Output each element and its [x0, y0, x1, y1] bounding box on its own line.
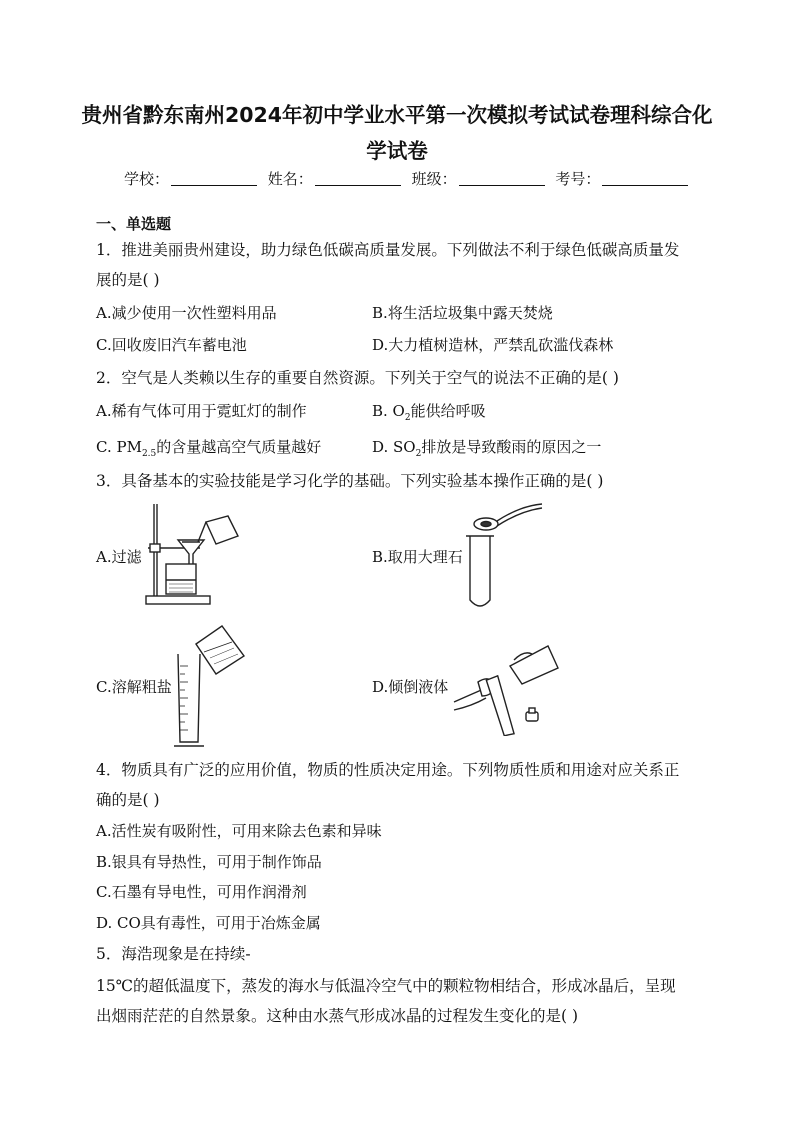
number-blank[interactable] [602, 171, 688, 186]
q3-option-a[interactable]: A.过滤 [96, 548, 142, 566]
q2-option-d[interactable] [372, 436, 601, 459]
school-label: 学校： [124, 170, 170, 188]
q2-b-pre: B. O [372, 402, 405, 420]
q4-option-b[interactable]: B.银具有导热性，可用于制作饰品 [96, 853, 322, 871]
name-field [268, 168, 401, 189]
class-blank[interactable] [459, 171, 545, 186]
q3-option-d[interactable]: D.倾倒液体 [372, 678, 449, 696]
q3-stem: 3．具备基本的实验技能是学习化学的基础。下列实验基本操作正确的是( ) [96, 472, 604, 490]
test-tube-spoon-icon [462, 500, 544, 612]
q2-c-post: 的含量越高空气质量越好 [156, 438, 322, 456]
number-label: 考号： [555, 170, 601, 188]
q2-b-post: 能供给呼吸 [410, 402, 486, 420]
pouring-liquid-icon [452, 636, 562, 736]
q1-option-d[interactable]: D.大力植树造林，严禁乱砍滥伐森林 [372, 336, 614, 354]
q2-b-sub: 2 [404, 413, 411, 423]
q4-stem-line1: 4．物质具有广泛的应用价值，物质的性质决定用途。下列物质性质和用途对应关系正 [96, 761, 680, 779]
q1-option-c[interactable]: C.回收废旧汽车蓄电池 [96, 336, 247, 354]
exam-title-line2: 学试卷 [366, 139, 428, 163]
q5-stem-line1: 5．海浩现象是在持续- [96, 945, 251, 963]
q2-option-b[interactable] [372, 400, 486, 423]
q4-option-d[interactable]: D. CO具有毒性，可用于冶炼金属 [96, 914, 321, 932]
q5-stem-line3: 出烟雨茫茫的自然景象。这种由水蒸气形成冰晶的过程发生变化的是( ) [96, 1007, 579, 1025]
q2-option-c[interactable] [96, 436, 321, 459]
section-heading: 一、单选题 [96, 215, 172, 233]
q1-stem-line1: 1．推进美丽贵州建设，助力绿色低碳高质量发展。下列做法不利于绿色低碳高质量发 [96, 241, 680, 259]
q2-c-pre: C. PM [96, 438, 142, 456]
q1-option-a[interactable]: A.减少使用一次性塑料用品 [96, 304, 277, 322]
q4-option-a[interactable]: A.活性炭有吸附性，可用来除去色素和异味 [96, 822, 382, 840]
school-field [124, 168, 257, 189]
class-label: 班级： [411, 170, 457, 188]
q2-d-post: 排放是导致酸雨的原因之一 [421, 438, 602, 456]
q1-option-b[interactable]: B.将生活垃圾集中露天焚烧 [372, 304, 553, 322]
exam-title-line1: 贵州省黔东南州2024年初中学业水平第一次模拟考试试卷理科综合化 [81, 103, 713, 127]
number-field [555, 168, 688, 189]
q5-stem-line2: 15℃的超低温度下，蒸发的海水与低温冷空气中的颗粒物相结合，形成冰晶后，呈现 [96, 977, 676, 995]
q4-stem-line2: 确的是( ) [96, 791, 160, 809]
student-info [124, 168, 694, 189]
filtration-apparatus-icon [142, 502, 242, 606]
q4-option-c[interactable]: C.石墨有导电性，可用作润滑剂 [96, 883, 307, 901]
q2-c-sub: 2.5 [141, 449, 157, 459]
q3-option-b[interactable]: B.取用大理石 [372, 548, 463, 566]
q2-d-sub: 2 [415, 449, 422, 459]
q1-stem-line2: 展的是( ) [96, 271, 160, 289]
q2-stem: 2．空气是人类赖以生存的重要自然资源。下列关于空气的说法不正确的是( ) [96, 369, 619, 387]
graduated-cylinder-icon [170, 622, 250, 750]
q2-option-a[interactable]: A.稀有气体可用于霓虹灯的制作 [96, 402, 307, 420]
q2-d-pre: D. SO [372, 438, 416, 456]
school-blank[interactable] [171, 171, 257, 186]
name-label: 姓名： [267, 170, 313, 188]
class-field [412, 168, 545, 189]
q3-option-c[interactable]: C.溶解粗盐 [96, 678, 172, 696]
name-blank[interactable] [315, 171, 401, 186]
